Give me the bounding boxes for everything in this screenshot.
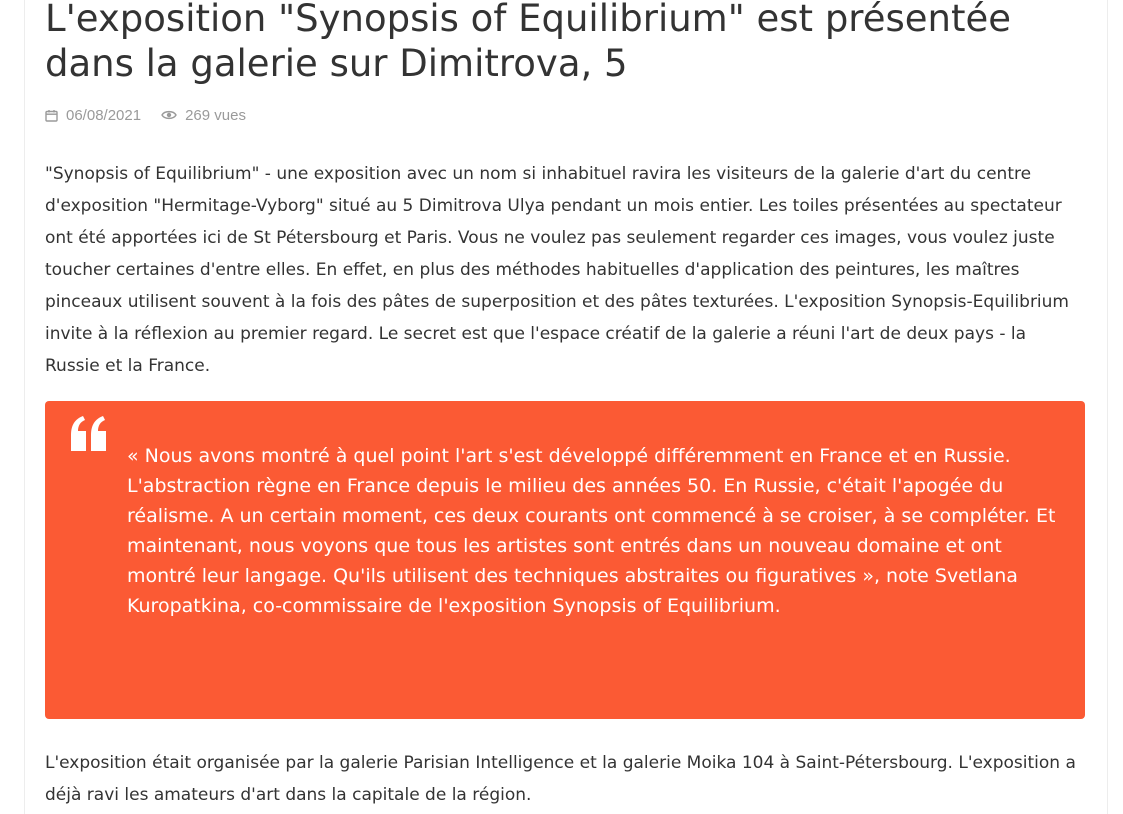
quote-icon — [67, 411, 111, 455]
article-views: 269 vues — [185, 106, 246, 124]
quote-block — [45, 401, 1085, 719]
article-closing: L'exposition était organisée par la galerie Parisian Intelligence et la galerie Moika 104 à Saint-Pétersbourg. L'exposition a déjà ravi les amateurs d'art dans la capitale de la région. — [45, 753, 1076, 805]
calendar-icon — [45, 109, 58, 122]
article-intro: "Synopsis of Equilibrium" - une exposition avec un nom si inhabituel ravira les visiteurs de la galerie d'art du centre d'exposition "Hermitage-Vyborg" situé au 5 Dimitrova Ulya pendant un mois entier. Les toiles présentées au spectateur ont été apportées ici de St Pétersbourg et Paris. Vous ne voulez pas seulement regarder ces images, vous voulez juste toucher certaines d'entre elles. En effet, en plus des méthodes habituelles d'application des peintures, les maîtres pinceaux utilisent souvent à la fois des pâtes de superposition et des pâtes texturées. L'exposition Synopsis-Equilibrium invite à la réflexion au premier regard. Le secret est que l'espace créatif de la galerie a réuni l'art de deux pays - la Russie et la France. — [45, 164, 1069, 376]
views-meta — [161, 107, 246, 124]
article-meta — [45, 105, 266, 125]
date-meta — [45, 107, 141, 124]
eye-icon — [161, 109, 177, 121]
article-title: L'exposition "Synopsis of Equilibrium" est présentée dans la galerie sur Dimitrova, 5 — [45, 0, 1011, 85]
quote-text: « Nous avons montré à quel point l'art s'est développé différemment en France et en Russie. L'abstraction règne en France depuis le milieu des années 50. En Russie, c'était l'apogée du réalisme. A un certain moment, ces deux courants ont commencé à se croiser, à se compléter. Et maintenant, nous voyons que tous les artistes sont entrés dans un nouveau domaine et ont montré leur langage. Qu'ils utilisent des techniques abstraites ou figuratives », note Svetlana Kuropatkina, co-commissaire de l'exposition Synopsis of Equilibrium. — [127, 445, 1056, 617]
article-date: 06/08/2021 — [66, 106, 142, 124]
